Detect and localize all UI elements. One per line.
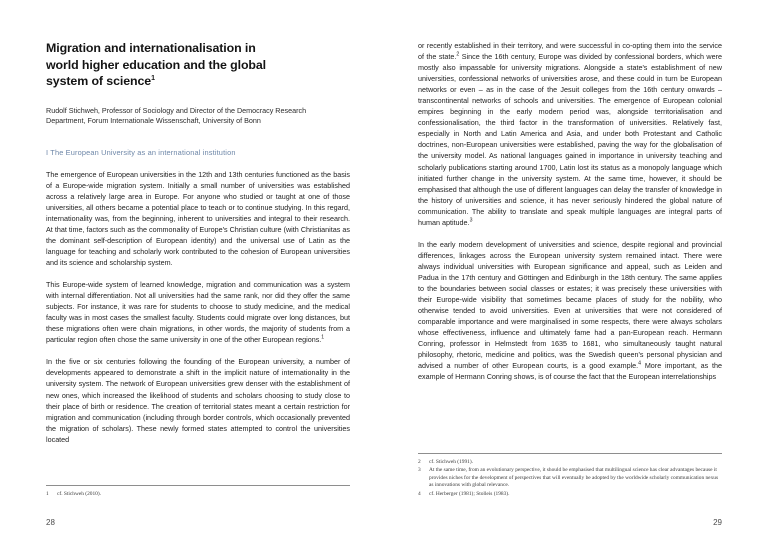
footnote-marker: 4 <box>638 360 642 367</box>
footnote-number: 2 <box>418 458 421 465</box>
footnotes-right <box>418 453 722 499</box>
paragraph: The emergence of European universities in the 12th and 13th centuries functioned as the basis of a Europe-wide migration system. Initially a small number of universities was established across a relatively large area in Europe. For anyone who studied or taught at one of those universities, all others became a potential place to teach or to continue studying. In this regard, internationality was, from the beginning, inherent to universities and integral to their research. At that time, factors such as the commonality of Europe's Christian culture (with Christianitas as the dominant self-description of European identity) and the universal use of Latin as the language for teaching and scholarly work contributed to the cohesion of European universities and its science and scholarship system. <box>46 169 350 268</box>
title-line-3: system of science <box>46 74 152 88</box>
paragraph-text-b: Since the 16th century, Europe was divided by confessional borders, which were mostly also impassable for university migrations. Alongside a state's establishment of new universities, confessional networks of universities arose, and these could in turn be European networks or even – as in the case of the Jesuit colleges from the 16th century onwards – transcontinental networks of schools and universities. The emergence of European colonial empires beginning in the early modern period was, alongside territorialisation and confessionalisation, the third factor in the transformation of universities. Relatively fast, especially in North and Latin America and Asia, and under both Protestant and Catholic doctrines, non-European universities were established, paving the way for the globalisation of the university model. As national languages gained in importance in university teaching and scholarly publications starting around 1700, Latin lost its status as a monopoly language which initiated further change in the university system. At the same time, however, it should be emphasised that although the use of different languages can delay the transfer of knowledge in the history of universities and science, it has never seriously hindered the global nature of communication. The ability to translate and speak multiple languages are integral parts of human aptitude. <box>418 52 723 227</box>
footnote-item <box>418 467 722 489</box>
title-line-1: Migration and internationalisation in <box>46 41 256 55</box>
page-right <box>384 0 768 545</box>
footnotes-left <box>46 485 350 499</box>
paragraph <box>418 40 722 228</box>
left-column-body <box>46 147 350 445</box>
title-footnote-marker: 1 <box>151 74 155 82</box>
footnote-number: 3 <box>418 467 421 474</box>
footnote-number: 1 <box>46 490 49 497</box>
footnote-item <box>418 491 722 498</box>
footnote-item <box>418 459 722 466</box>
paragraph-text-a: or recently established in their territory, and were successful in co-opting them into the service of the state. <box>418 41 722 62</box>
paragraph-text-b: More important, as the example of Hermann Conring shows, is of course the fact that the European interrelationships <box>418 361 723 382</box>
paragraph-text: This Europe-wide system of learned knowledge, migration and communication was a system with internal differentiation. Not all universities had the same rank, nor did they offer the same subjects. For instance, it was rare for students to choose to study medicine, and the medical faculty was in most cases the smallest faculty. Students could migrate over long distances, but these migrations often were chain migrations, in other words, the majority of students from a particular region often chose the same university in one of the other European regions. <box>46 280 350 345</box>
author-byline: Rudolf Stichweh, Professor of Sociology and Director of the Democracy Research Department, Forum Internationale Wissenschaft, University of Bonn <box>46 105 307 126</box>
footnote-divider <box>418 453 722 454</box>
right-column-body <box>418 40 722 382</box>
footnote-text: cf. Stichweh (2010). <box>57 490 102 497</box>
footnote-divider <box>46 485 350 486</box>
title-line-2: world higher education and the global <box>46 57 267 72</box>
footnote-number: 4 <box>418 490 421 497</box>
footnote-marker: 3 <box>469 217 473 224</box>
page-number-right: 29 <box>713 518 722 527</box>
section-heading: I The European University as an international institution <box>46 147 236 157</box>
page-title <box>46 40 350 90</box>
footnote-text: At the same time, from an evolutionary perspective, it should be emphasised that multilingual science has clear advantages because it provides niches for the development of perspectives that will eventually be adopted by the worldwide scholarly communication nexus as innovations with global relevance. <box>429 467 719 489</box>
paragraph <box>46 279 350 345</box>
footnote-text: cf. Herberger (1981); Stolleis (1983). <box>429 490 510 497</box>
paragraph-text-a: In the early modern development of universities and science, despite regional and provincial differences, linkages across the European university system remained intact. There were always individual universities with European significance and appeal, such as Leiden and Padua in the 17th century and Göttingen and Edinburgh in the 18th century. The same applies to the boundaries between social classes or estates; it was precisely these universities with their Europe-wide visibility that sometimes became places of study for the nobility, who otherwise tended to avoid universities. Even at universities that were not considered of comparable importance and were marginalised in some respects, there were always scholars whose effectiveness, influence and ultimately fame had a pan-European reach. Hermann Conring, professor in Helmstedt from 1635 to 1681, who simultaneously taught natural philosophy, rhetoric, medicine and politics, was the Swedish queen's personal physician and advised a number of other European courts, is a good example. <box>418 239 722 371</box>
footnote-text: cf. Stichweh (1991). <box>429 458 474 465</box>
footnote-item <box>46 491 350 498</box>
paragraph <box>418 239 722 383</box>
paragraph: In the five or six centuries following the founding of the European university, a number of developments appeared to demonstrate a shift in the implicit nature of internationality in the university system. The network of European universities grew denser with the establishment of new ones, which increased the likelihood of students and scholars choosing to study close to their place of birth or residence. The creation of territorial states meant a certain restriction for migration and communication (including through border controls, which occasionally prevented the migration of scholars). These newly formed states attempted to control the universities located <box>46 357 350 444</box>
footnote-marker: 1 <box>321 334 325 341</box>
page-number-left: 28 <box>46 518 55 527</box>
footnote-marker: 2 <box>456 51 460 58</box>
